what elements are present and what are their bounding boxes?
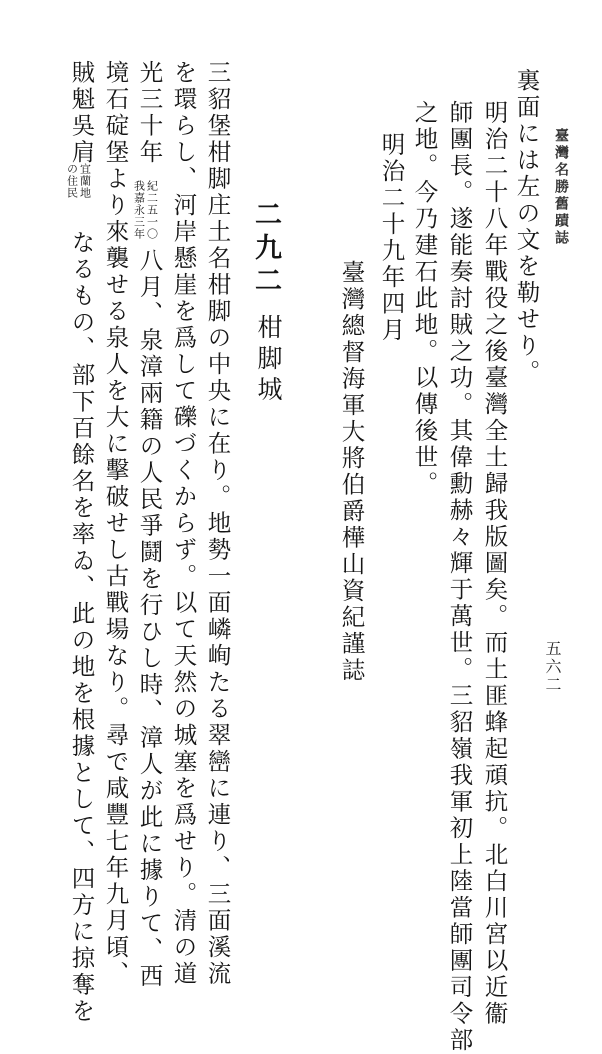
body-line-note: 我嘉永三年 <box>132 180 146 240</box>
page-number: 五六二 <box>543 640 562 694</box>
inscription-line: 明治二十八年戰役之後臺灣全土歸我版圖矣。而土匪蜂起頑抗。北白川宮以近衞 <box>480 100 509 1028</box>
body-line-note: の住民 <box>65 163 79 199</box>
body-line: 三貂堡柑脚庄土名柑脚の中央に在り。地勢一面嶙峋たる翠巒に連り、三面溪流 <box>203 60 232 988</box>
inscription-line: 師團長。遂能奏討賊之功。其偉勳赫々輝于萬世。三貂嶺我軍初上陸當師團司令部 <box>445 100 474 1054</box>
inscription-date: 明治二十九年四月 <box>377 132 406 344</box>
body-line-note: 紀二五一〇 <box>145 180 159 240</box>
body-line-note: 宜蘭地 <box>78 163 92 199</box>
section-title: 柑脚城 <box>254 314 283 407</box>
section-number: 二九二 <box>250 200 281 299</box>
body-line: を環らし、河岸懸崖を爲して礫づくからず。以て天然の城塞を爲せり。清の道 <box>169 60 198 988</box>
body-line: 境石碇堡より來襲せる泉人を大に擊破せし古戰場なり。尋で咸豐七年九月頃、 <box>101 60 130 988</box>
running-head: 臺灣名勝舊蹟誌 <box>553 128 569 247</box>
body-line-prefix: 光三十年 <box>135 60 164 166</box>
body-line-suffix: 八月、泉漳兩籍の人民爭鬪を行ひし時、漳人が此に據りて、西 <box>135 248 164 990</box>
inscription-signature: 臺灣總督海軍大將伯爵樺山資紀謹誌 <box>337 260 366 684</box>
body-line-suffix: なるもの、部下百餘名を率ゐ、此の地を根據として、四方に掠奪を <box>67 230 96 1025</box>
body-line-prefix: 賊魁吳肩 <box>67 60 96 166</box>
inscription-intro: 裏面には左の文を勒せり。 <box>512 68 541 386</box>
inscription-line: 之地。今乃建石此地。以傳後世。 <box>410 100 439 498</box>
